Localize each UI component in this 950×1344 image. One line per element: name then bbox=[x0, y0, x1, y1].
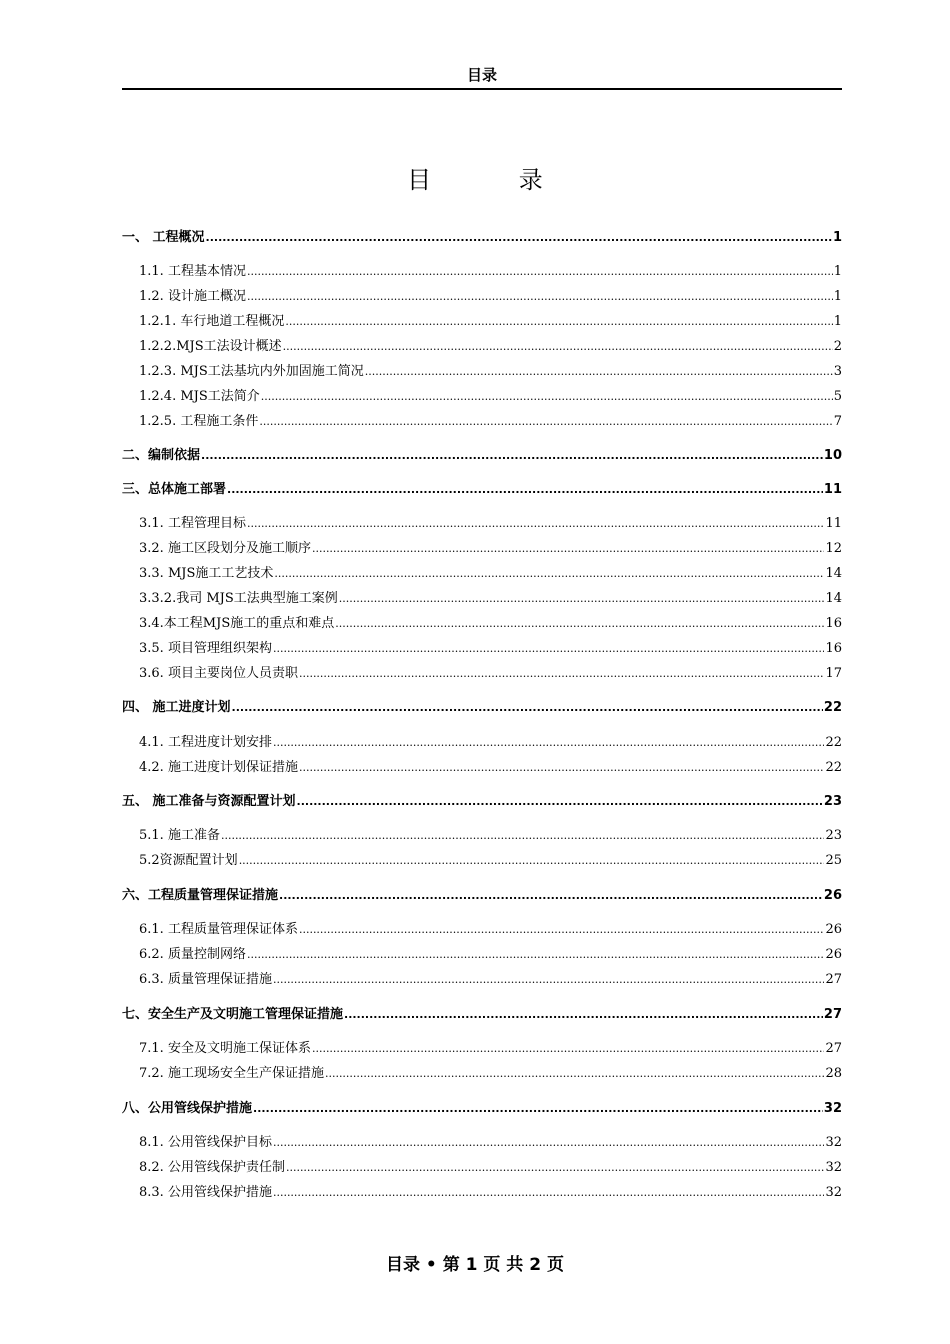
toc-entry-title: 5.1. 施工准备 bbox=[139, 828, 220, 843]
toc-leader-dots bbox=[297, 795, 823, 808]
toc-entry[interactable] bbox=[122, 444, 842, 464]
toc-entry-page-number: 10 bbox=[823, 448, 842, 463]
toc-entry-page-number: 28 bbox=[825, 1066, 842, 1081]
toc-entry[interactable] bbox=[122, 360, 842, 380]
toc-leader-dots bbox=[339, 592, 825, 605]
toc-entry-title: 二、编制依据 bbox=[122, 448, 201, 463]
toc-entry-title: 五、 施工准备与资源配置计划 bbox=[122, 794, 296, 809]
toc-entry[interactable] bbox=[122, 849, 842, 869]
toc-entry[interactable] bbox=[122, 1156, 842, 1176]
toc-entry-page-number: 12 bbox=[825, 541, 842, 556]
toc-entry-page-number: 32 bbox=[825, 1135, 842, 1150]
toc-entry[interactable] bbox=[122, 696, 842, 716]
toc-leader-dots bbox=[273, 1136, 825, 1149]
toc-entry-page-number: 2 bbox=[833, 339, 842, 354]
toc-entry-title: 八、公用管线保护措施 bbox=[122, 1101, 253, 1116]
toc-entry-page-number: 11 bbox=[825, 516, 842, 531]
toc-entry[interactable] bbox=[122, 260, 842, 280]
toc-entry-page-number: 23 bbox=[825, 828, 842, 843]
toc-entry-page-number: 5 bbox=[833, 389, 842, 404]
toc-leader-dots bbox=[344, 1008, 823, 1021]
toc-leader-dots bbox=[274, 567, 824, 580]
toc-entry-title: 3.3. MJS施工工艺技术 bbox=[139, 566, 274, 581]
toc-entry[interactable] bbox=[122, 612, 842, 632]
toc-entry[interactable] bbox=[122, 1131, 842, 1151]
toc-leader-dots bbox=[273, 1186, 825, 1199]
toc-entry-title: 六、工程质量管理保证措施 bbox=[122, 888, 279, 903]
toc-entry-title: 3.6. 项目主要岗位人员责职 bbox=[139, 666, 298, 681]
toc-leader-dots bbox=[247, 265, 833, 278]
toc-entry[interactable] bbox=[122, 731, 842, 751]
toc-leader-dots bbox=[239, 854, 825, 867]
toc-entry[interactable] bbox=[122, 537, 842, 557]
toc-entry-title: 3.1. 工程管理目标 bbox=[139, 516, 246, 531]
toc-entry-title: 1.2.4. MJS工法简介 bbox=[139, 389, 260, 404]
toc-entry-page-number: 32 bbox=[825, 1185, 842, 1200]
toc-entry-title: 1.2.3. MJS工法基坑内外加固施工简况 bbox=[139, 364, 364, 379]
toc-entry[interactable] bbox=[122, 587, 842, 607]
toc-entry-title: 8.3. 公用管线保护措施 bbox=[139, 1185, 272, 1200]
toc-entry[interactable] bbox=[122, 918, 842, 938]
toc-entry[interactable] bbox=[122, 512, 842, 532]
toc-entry[interactable] bbox=[122, 1062, 842, 1082]
toc-entry[interactable] bbox=[122, 943, 842, 963]
toc-leader-dots bbox=[365, 365, 833, 378]
toc-leader-dots bbox=[273, 736, 825, 749]
toc-entry-title: 3.3.2.我司 MJS工法典型施工案例 bbox=[139, 591, 338, 606]
toc-entry-page-number: 32 bbox=[823, 1101, 842, 1116]
toc-leader-dots bbox=[206, 231, 832, 244]
toc-entry-title: 1.1. 工程基本情况 bbox=[139, 264, 246, 279]
toc-entry-title: 3.5. 项目管理组织架构 bbox=[139, 641, 272, 656]
toc-leader-dots bbox=[312, 542, 825, 555]
toc-entry[interactable] bbox=[122, 756, 842, 776]
toc-leader-dots bbox=[273, 642, 825, 655]
toc-entry[interactable] bbox=[122, 562, 842, 582]
toc-entry-page-number: 26 bbox=[825, 947, 842, 962]
toc-entry-page-number: 22 bbox=[823, 700, 842, 715]
toc-leader-dots bbox=[299, 667, 825, 680]
toc-entry-title: 1.2.1. 车行地道工程概况 bbox=[139, 314, 285, 329]
toc-entry-page-number: 17 bbox=[825, 666, 842, 681]
toc-leader-dots bbox=[279, 889, 823, 902]
toc-leader-dots bbox=[259, 415, 832, 428]
toc-leader-dots bbox=[261, 390, 833, 403]
toc-entry[interactable] bbox=[122, 385, 842, 405]
toc-entry-title: 6.2. 质量控制网络 bbox=[139, 947, 246, 962]
toc-entry-page-number: 7 bbox=[833, 414, 842, 429]
toc-leader-dots bbox=[227, 483, 823, 496]
toc-entry-title: 七、安全生产及文明施工管理保证措施 bbox=[122, 1007, 344, 1022]
toc-entry-page-number: 16 bbox=[825, 641, 842, 656]
toc-entry[interactable] bbox=[122, 884, 842, 904]
page-header: 目录 bbox=[122, 62, 842, 90]
toc-entry-page-number: 27 bbox=[823, 1007, 842, 1022]
toc-leader-dots bbox=[312, 1042, 825, 1055]
toc-entry-title: 8.1. 公用管线保护目标 bbox=[139, 1135, 272, 1150]
toc-leader-dots bbox=[247, 517, 825, 530]
toc-entry[interactable] bbox=[122, 1097, 842, 1117]
toc-leader-dots bbox=[253, 1102, 823, 1115]
toc-entry-page-number: 1 bbox=[833, 264, 842, 279]
toc-entry[interactable] bbox=[122, 226, 842, 246]
toc-entry[interactable] bbox=[122, 1181, 842, 1201]
toc-entry-title: 四、 施工进度计划 bbox=[122, 700, 231, 715]
toc-entry-title: 7.1. 安全及文明施工保证体系 bbox=[139, 1041, 311, 1056]
toc-entry-page-number: 23 bbox=[823, 794, 842, 809]
page-footer: 目录 • 第 1 页 共 2 页 bbox=[386, 1255, 564, 1275]
toc-entry-page-number: 25 bbox=[825, 853, 842, 868]
toc-entry[interactable] bbox=[122, 790, 842, 810]
toc-entry[interactable] bbox=[122, 410, 842, 430]
toc-leader-dots bbox=[299, 761, 825, 774]
toc-entry[interactable] bbox=[122, 478, 842, 498]
toc-entry[interactable] bbox=[122, 968, 842, 988]
toc-entry[interactable] bbox=[122, 335, 842, 355]
toc-entry-title: 5.2资源配置计划 bbox=[139, 853, 238, 868]
toc-entry-page-number: 27 bbox=[825, 972, 842, 987]
toc-entry-page-number: 14 bbox=[825, 566, 842, 581]
toc-entry-page-number: 22 bbox=[825, 760, 842, 775]
toc-entry-title: 一、 工程概况 bbox=[122, 230, 205, 245]
toc-entry-title: 1.2. 设计施工概况 bbox=[139, 289, 246, 304]
toc-entry-page-number: 1 bbox=[832, 230, 842, 245]
toc-leader-dots bbox=[221, 829, 825, 842]
toc-entry-page-number: 26 bbox=[823, 888, 842, 903]
toc-entry-title: 6.1. 工程质量管理保证体系 bbox=[139, 922, 298, 937]
toc-entry-title: 8.2. 公用管线保护责任制 bbox=[139, 1160, 285, 1175]
toc-entry-title: 1.2.5. 工程施工条件 bbox=[139, 414, 259, 429]
toc-entry-title: 6.3. 质量管理保证措施 bbox=[139, 972, 272, 987]
toc-leader-dots bbox=[201, 449, 823, 462]
toc-entry[interactable] bbox=[122, 824, 842, 844]
toc-entry-title: 3.4.本工程MJS施工的重点和难点 bbox=[139, 616, 335, 631]
toc-entry-title: 3.2. 施工区段划分及施工顺序 bbox=[139, 541, 311, 556]
toc-entry-page-number: 22 bbox=[825, 735, 842, 750]
toc-leader-dots bbox=[286, 1161, 825, 1174]
toc-leader-dots bbox=[283, 340, 833, 353]
document-title: 目 录 bbox=[407, 166, 583, 194]
toc-leader-dots bbox=[285, 315, 832, 328]
toc-leader-dots bbox=[247, 290, 833, 303]
toc-entry[interactable] bbox=[122, 637, 842, 657]
toc-entry-page-number: 14 bbox=[825, 591, 842, 606]
toc-entry[interactable] bbox=[122, 662, 842, 682]
toc-entry-page-number: 11 bbox=[823, 482, 842, 497]
toc-entry-page-number: 16 bbox=[825, 616, 842, 631]
toc-entry-title: 4.2. 施工进度计划保证措施 bbox=[139, 760, 298, 775]
toc-entry-page-number: 1 bbox=[833, 289, 842, 304]
toc-leader-dots bbox=[247, 948, 825, 961]
toc-entry-page-number: 26 bbox=[825, 922, 842, 937]
toc-entry-page-number: 32 bbox=[825, 1160, 842, 1175]
toc-entry-title: 1.2.2.MJS工法设计概述 bbox=[139, 339, 282, 354]
toc-entry[interactable] bbox=[122, 1037, 842, 1057]
toc-entry-title: 4.1. 工程进度计划安排 bbox=[139, 735, 272, 750]
toc-entry-title: 三、总体施工部署 bbox=[122, 482, 227, 497]
toc-leader-dots bbox=[335, 617, 824, 630]
toc-leader-dots bbox=[325, 1067, 825, 1080]
toc-leader-dots bbox=[232, 701, 823, 714]
toc-leader-dots bbox=[273, 973, 825, 986]
toc-entry[interactable] bbox=[122, 310, 842, 330]
toc-entry[interactable] bbox=[122, 285, 842, 305]
toc-entry-page-number: 27 bbox=[825, 1041, 842, 1056]
toc-entry-page-number: 3 bbox=[833, 364, 842, 379]
toc-leader-dots bbox=[299, 923, 825, 936]
toc-entry-title: 7.2. 施工现场安全生产保证措施 bbox=[139, 1066, 324, 1081]
toc-entry[interactable] bbox=[122, 1003, 842, 1023]
toc-entry-page-number: 1 bbox=[833, 314, 842, 329]
